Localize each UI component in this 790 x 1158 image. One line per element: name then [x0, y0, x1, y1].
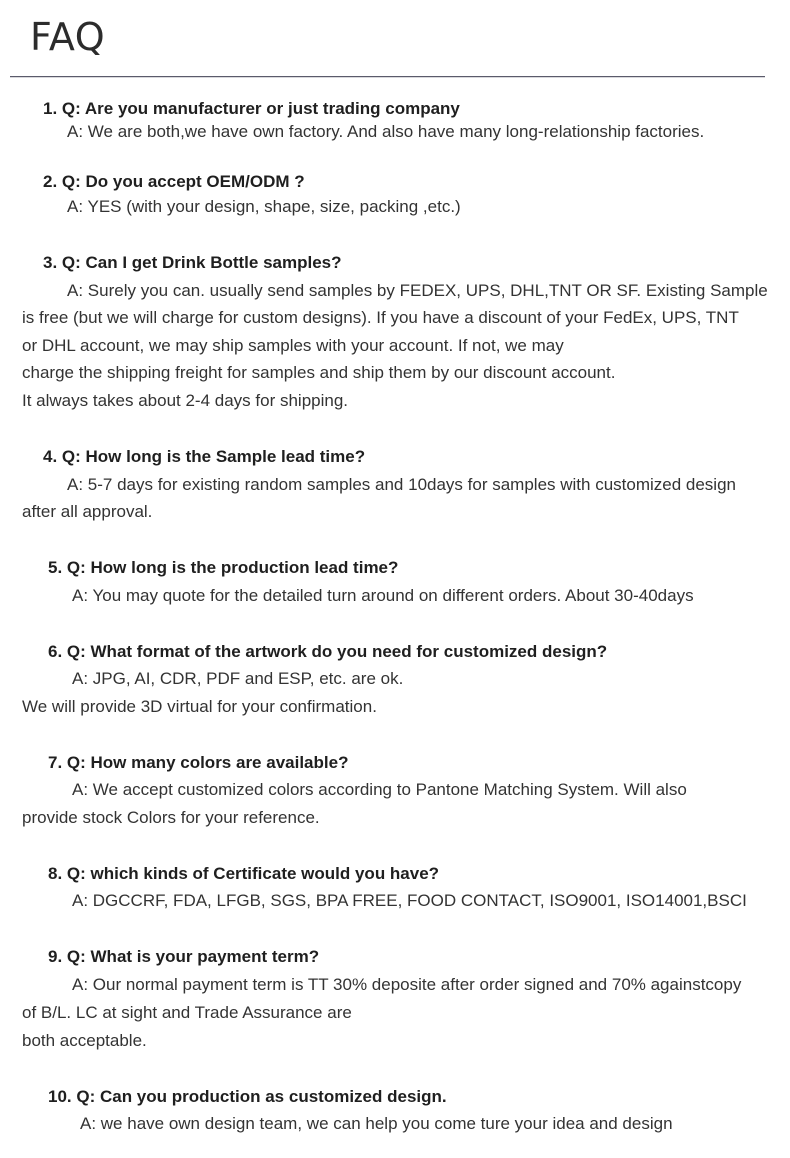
title-divider-shadow	[10, 77, 765, 78]
faq-answer-5-line-1: A: You may quote for the detailed turn around on different orders. About 30-40days	[72, 586, 694, 605]
faq-question-4: 4. Q: How long is the Sample lead time?	[43, 447, 366, 466]
faq-answer-9-line-1: A: Our normal payment term is TT 30% deposite after order signed and 70% againstcopy	[72, 975, 742, 994]
page-title: FAQ	[30, 15, 106, 59]
faq-answer-4-line-2: after all approval.	[22, 502, 153, 521]
faq-question-9: 9. Q: What is your payment term?	[48, 947, 320, 966]
faq-question-1: 1. Q: Are you manufacturer or just trading company	[43, 99, 460, 118]
faq-answer-2-line-1: A: YES (with your design, shape, size, packing ,etc.)	[67, 197, 461, 216]
faq-question-8: 8. Q: which kinds of Certificate would you have?	[48, 864, 440, 883]
faq-answer-3-line-1: A: Surely you can. usually send samples by FEDEX, UPS, DHL,TNT OR SF. Existing Sample	[67, 281, 768, 300]
faq-answer-3-line-4: charge the shipping freight for samples and ship them by our discount account.	[22, 363, 616, 382]
faq-question-6: 6. Q: What format of the artwork do you need for customized design?	[48, 642, 608, 661]
faq-answer-3-line-2: is free (but we will charge for custom designs). If you have a discount of your FedEx, UPS, TNT	[22, 308, 739, 327]
faq-answer-10-line-1: A: we have own design team, we can help you come ture your idea and design	[80, 1114, 673, 1133]
faq-question-3: 3. Q: Can I get Drink Bottle samples?	[43, 253, 342, 272]
faq-question-10: 10. Q: Can you production as customized design.	[48, 1087, 447, 1106]
faq-answer-3-line-5: It always takes about 2-4 days for shipping.	[22, 391, 349, 410]
faq-answer-9-line-3: both acceptable.	[22, 1031, 147, 1050]
faq-question-7: 7. Q: How many colors are available?	[48, 753, 349, 772]
faq-answer-4-line-1: A: 5-7 days for existing random samples and 10days for samples with customized design	[67, 475, 736, 494]
faq-answer-3-line-3: or DHL account, we may ship samples with your account. If not, we may	[22, 336, 564, 355]
faq-answer-9-line-2: of B/L. LC at sight and Trade Assurance are	[22, 1003, 352, 1022]
faq-question-5: 5. Q: How long is the production lead time?	[48, 558, 399, 577]
faq-answer-6-line-1: A: JPG, AI, CDR, PDF and ESP, etc. are ok.	[72, 669, 404, 688]
faq-answer-1-line-1: A: We are both,we have own factory. And also have many long-relationship factories.	[67, 122, 705, 141]
faq-answer-7-line-1: A: We accept customized colors according to Pantone Matching System. Will also	[72, 780, 687, 799]
faq-question-2: 2. Q: Do you accept OEM/ODM ?	[43, 172, 305, 191]
faq-answer-8-line-1: A: DGCCRF, FDA, LFGB, SGS, BPA FREE, FOOD CONTACT, ISO9001, ISO14001,BSCI	[72, 891, 747, 910]
faq-answer-6-line-2: We will provide 3D virtual for your confirmation.	[22, 697, 377, 716]
faq-answer-7-line-2: provide stock Colors for your reference.	[22, 808, 320, 827]
